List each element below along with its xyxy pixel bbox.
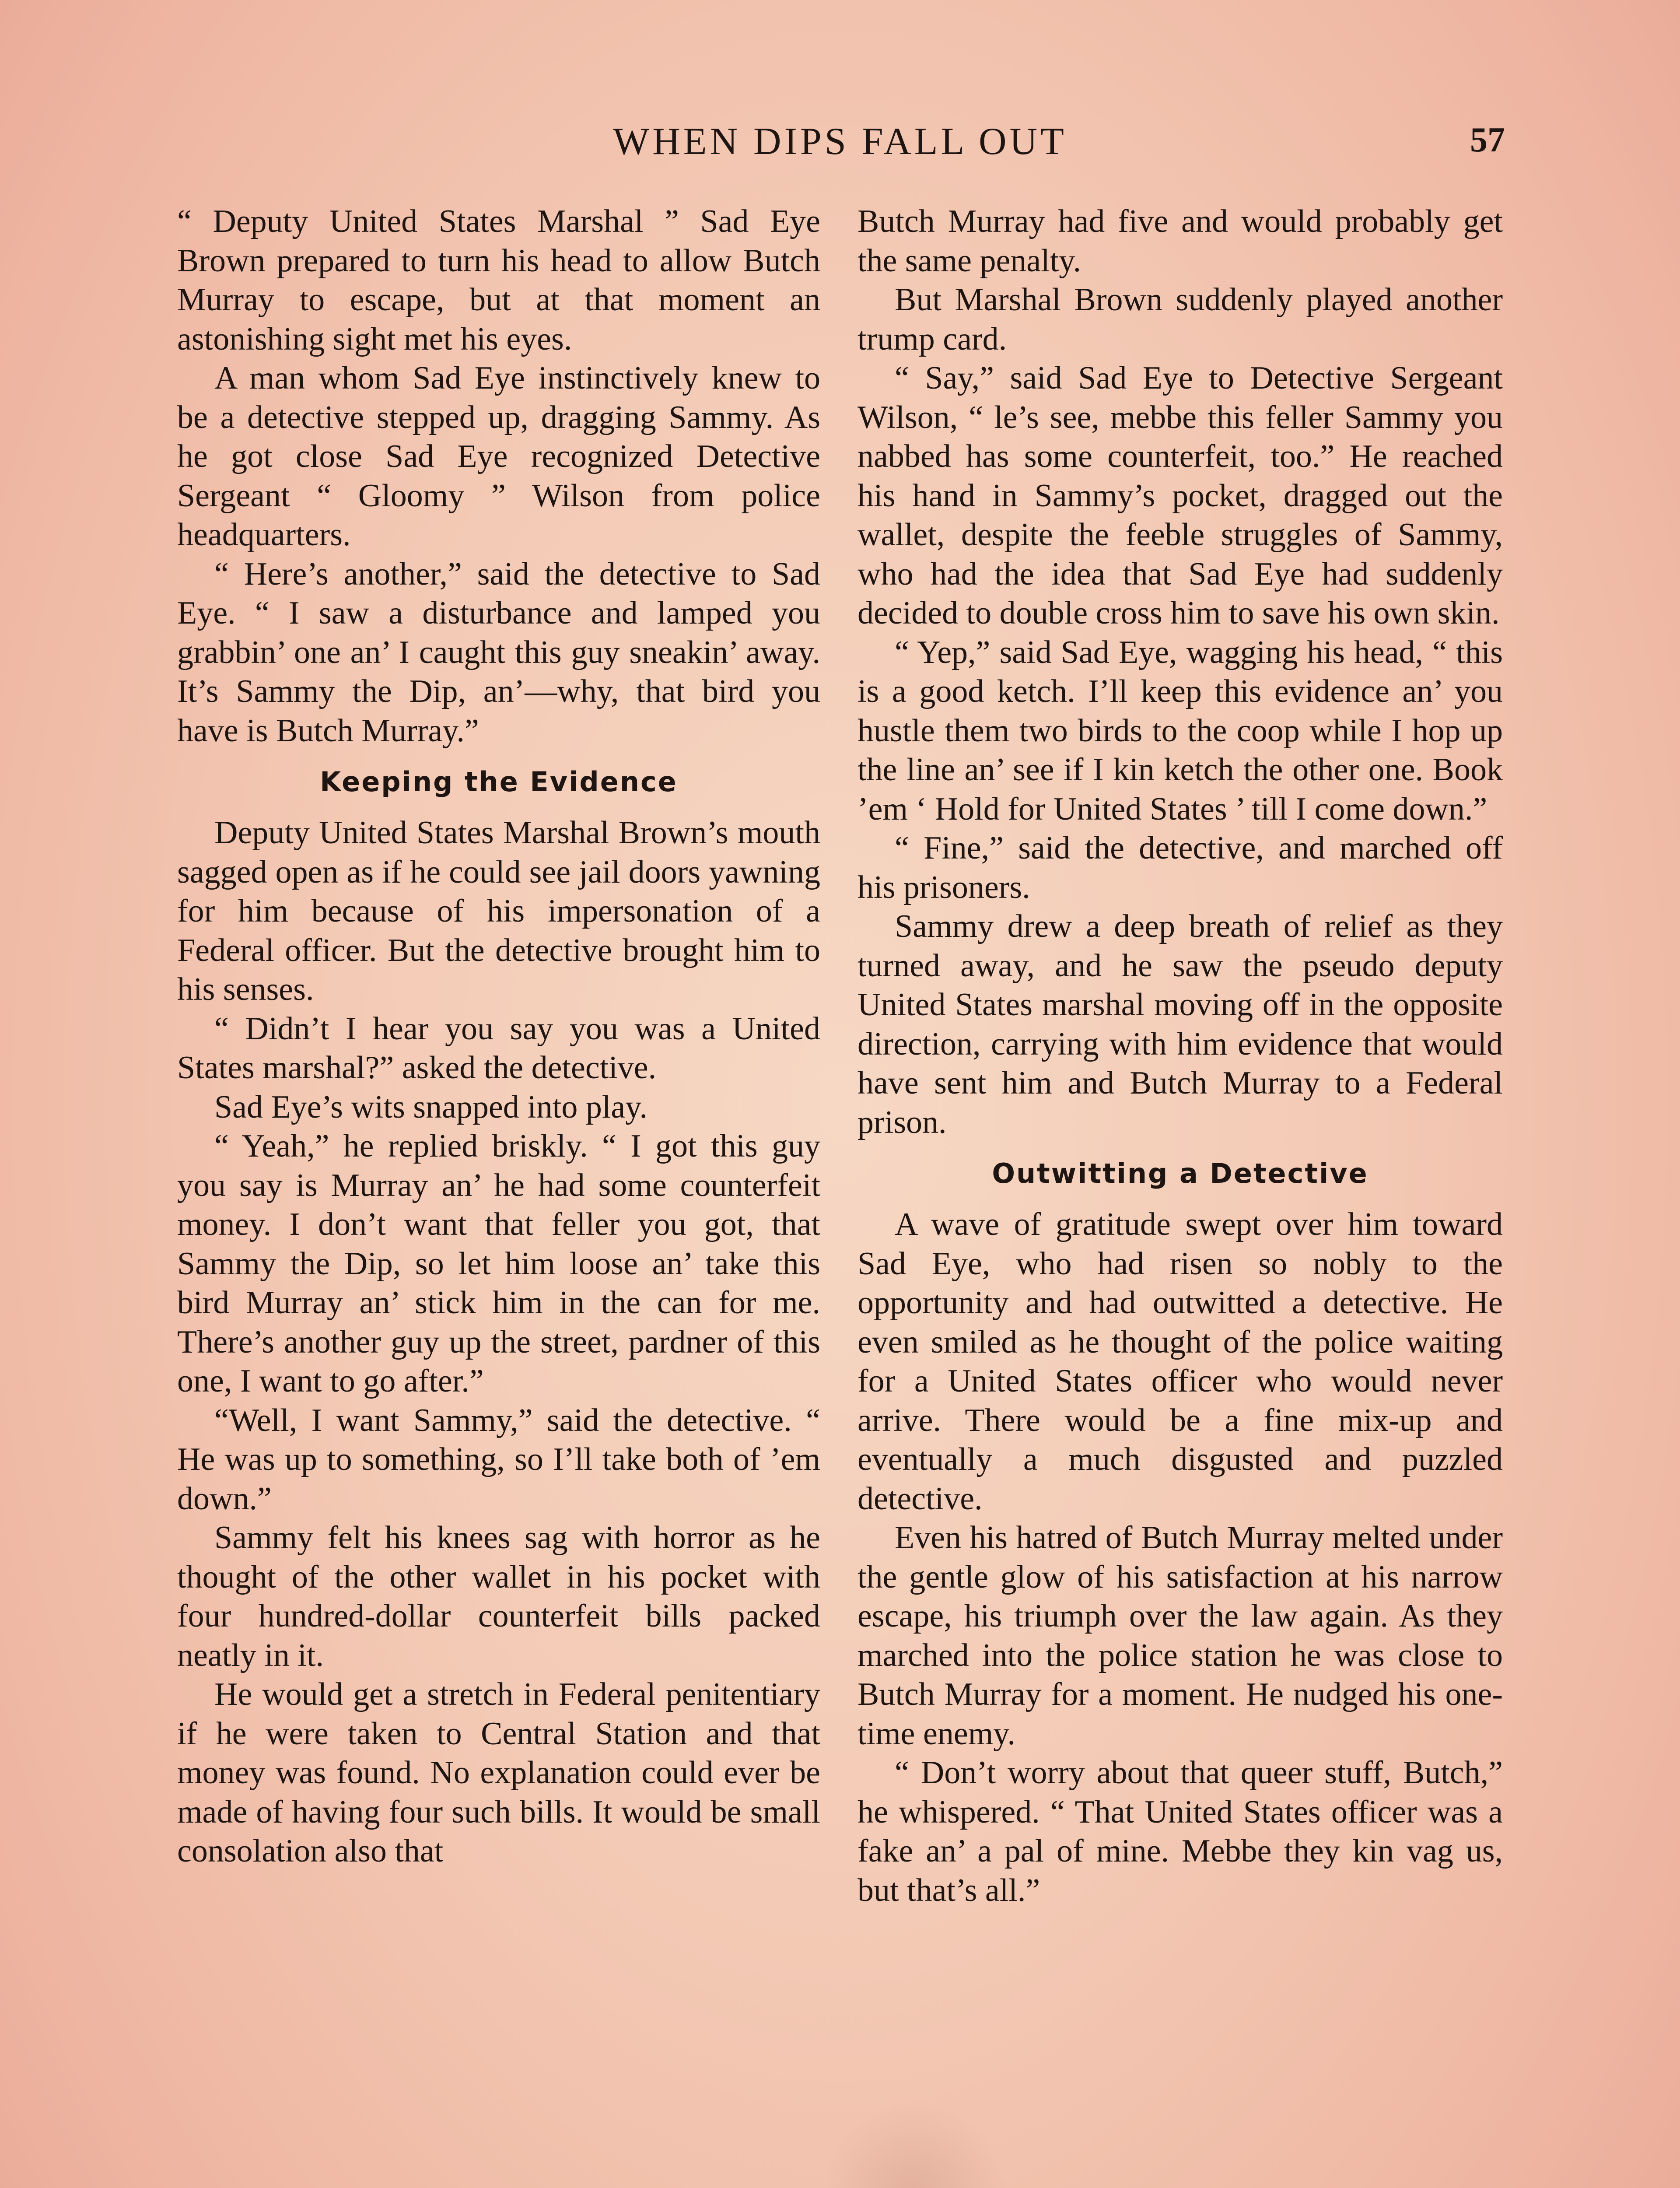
paragraph: Sad Eye’s wits snapped into play. bbox=[214, 1089, 648, 1125]
paragraph: Even his hatred of Butch Murray melted under the gentle glow of his satisfaction at his narrow escape, his triumph over the law again. As they marched into the police station he was close to Butch Murray for a moment. He nudged his one-time enemy. bbox=[858, 1520, 1503, 1752]
left-column bbox=[177, 202, 820, 1871]
paragraph: “ Say,” said Sad Eye to Detective Sergeant Wilson, “ le’s see, mebbe this feller Sammy you nabbed has some counterfeit, too.” He reached his hand in Sammy’s pocket, dragged out the wallet, despite the feeble struggles of Sammy, who had the idea that Sad Eye had suddenly decided to double cross him to save his own skin. bbox=[858, 360, 1503, 631]
paragraph: Sammy drew a deep breath of relief as they turned away, and he saw the pseudo deputy United States marshal moving off in the opposite direction, carrying with him evidence that would have sent him and Butch Murray to a Federal prison. bbox=[858, 908, 1503, 1140]
paragraph: “ Here’s another,” said the detective to Sad Eye. “ I saw a disturbance and lamped you grabbin’ one an’ I caught this guy sneakin’ away. It’s Sammy the Dip, an’—why, that bird you have is Butch Murray.” bbox=[177, 556, 820, 749]
paragraph: A wave of gratitude swept over him toward Sad Eye, who had risen so nobly to the opportunity and had outwitted a detective. He even smiled as he thought of the police waiting for a United States officer who would never arrive. There would be a fine mix-up and eventually a much disgusted and puzzled detective. bbox=[858, 1206, 1503, 1517]
paragraph-continuation: Butch Murray had five and would probably get the same penalty. bbox=[858, 203, 1503, 279]
paragraph: A man whom Sad Eye instinctively knew to be a detective stepped up, dragging Sammy. As he got close Sad Eye recognized Detective Sergeant “ Gloomy ” Wilson from police headquarters. bbox=[177, 360, 820, 553]
running-title: WHEN DIPS FALL OUT bbox=[613, 120, 1067, 163]
paragraph: Sammy felt his knees sag with horror as he thought of the other wallet in his pocket with four hundred-dollar counterfeit bills packed neatly in it. bbox=[177, 1520, 820, 1673]
paragraph: “ Fine,” said the detective, and marched off his prisoners. bbox=[858, 830, 1503, 905]
paragraph: “ Don’t worry about that queer stuff, Butch,” he whispered. “ That United States officer was a fake an’ a pal of mine. Mebbe they kin vag us, but that’s all.” bbox=[858, 1755, 1503, 1908]
paragraph: “ Deputy United States Marshal ” Sad Eye Brown prepared to turn his head to allow Butch Murray to escape, but at that moment an astonishing sight met his eyes. bbox=[177, 203, 820, 357]
paragraph: “ Didn’t I hear you say you was a United States marshal?” asked the detective. bbox=[177, 1010, 820, 1086]
section-heading: Outwitting a Detective bbox=[992, 1157, 1368, 1189]
paragraph: “ Yep,” said Sad Eye, wagging his head, “ this is a good ketch. I’ll keep this evidence an’ you hustle them two birds to the coop while I hop up the line an’ see if I kin ketch the other one. Book ’em ‘ Hold for United States ’ till I come down.” bbox=[858, 634, 1503, 827]
paper-stain bbox=[822, 2100, 1006, 2188]
paragraph: Deputy United States Marshal Brown’s mouth sagged open as if he could see jail doors yawning for him because of his impersonation of a Federal officer. But the detective brought him to his senses. bbox=[177, 815, 820, 1007]
right-column bbox=[858, 202, 1503, 1910]
page-number: 57 bbox=[1470, 121, 1505, 159]
paragraph: But Marshal Brown suddenly played another trump card. bbox=[858, 282, 1503, 357]
paragraph: He would get a stretch in Federal penitentiary if he were taken to Central Station and that money was found. No explanation could ever be made of having four such bills. It would be small consolation also that bbox=[177, 1676, 820, 1869]
paragraph: “Well, I want Sammy,” said the detective. “ He was up to something, so I’ll take both of ’em down.” bbox=[177, 1402, 820, 1517]
paragraph: “ Yeah,” he replied briskly. “ I got this guy you say is Murray an’ he had some counterfeit money. I don’t want that feller you got, that Sammy the Dip, so let him loose an’ take this bird Murray an’ stick him in the can for me. There’s another guy up the street, pardner of this one, I want to go after.” bbox=[177, 1128, 820, 1399]
section-heading: Keeping the Evidence bbox=[320, 766, 678, 798]
